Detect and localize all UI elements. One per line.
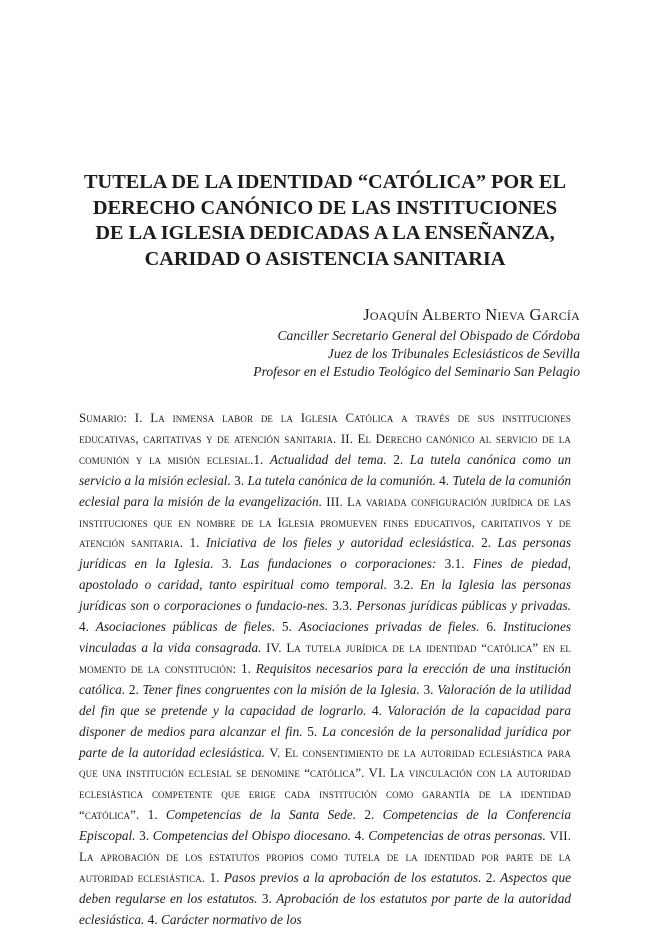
summary-segment: Tener fines congruentes con la misión de la Iglesia. — [142, 681, 420, 697]
summary-segment: Aspectos que deben regularse en los estatutos. — [79, 869, 571, 906]
author-block — [200, 305, 580, 381]
summary-segment: Competencias de la Santa Sede. — [165, 807, 357, 823]
summary-segment: VII. La aprobación de los estatutos propios como tutela de la identidad por parte de la autoridad eclesiástica. — [79, 829, 571, 885]
summary-segment: 3.2. — [387, 577, 421, 593]
summary-segment: 3. — [213, 556, 241, 572]
summary-segment: Requisitos necesarios para la erección de una institución católica. — [79, 660, 572, 697]
summary-segment: Sumario: I. La inmensa labor de la Iglesia Católica a través de sus instituciones educativas, caritativas y de atención sanitaria. II. El Derecho canónico al servicio de la comunión y la misión eclesial. — [79, 411, 571, 467]
summary-segment: 4. — [351, 828, 369, 844]
summary-segment: 5. — [302, 723, 322, 739]
summary-segment: La concesión de la personalidad jurídica por parte de la autoridad eclesiástica. — [79, 723, 572, 760]
summary-segment: Iniciativa de los fieles y autoridad eclesiástica. — [205, 535, 475, 551]
summary-segment: Las fundaciones o corporaciones: — [240, 556, 437, 572]
summary-segment: Personas jurídicas públicas y privadas. — [356, 598, 571, 614]
summary-segment: III. La variada configuración jurídica de las instituciones que en nombre de la Iglesia promueven fines educativos, caritativos y de atención sanitaria. — [79, 494, 571, 551]
summary-segment: Aprobación de los estatutos por parte de la autoridad eclesiástica. — [79, 890, 571, 927]
summary-segment: Valoración de la utilidad del fin que se pretende y la capacidad de lograrlo. — [79, 681, 571, 718]
summary-segment: 3. — [257, 890, 277, 906]
summary-segment: 5. — [275, 619, 299, 635]
summary-segment: Actualidad del tema. — [269, 451, 387, 467]
summary-segment: Pasos previos a la aprobación de los estatutos. — [223, 869, 482, 885]
summary-segment: 1. — [139, 807, 166, 823]
summary-segment: Competencias del Obispo diocesano. — [152, 828, 351, 844]
summary-segment: 2. — [125, 681, 143, 697]
summary-segment: IV. La tutela jurídica de la identidad “católica” en el momento de la constitución: — [79, 640, 572, 676]
title-line: CARIDAD O ASISTENCIA SANITARIA — [144, 247, 506, 270]
summary-segment: 3. — [135, 828, 153, 844]
summary-segment: V. El consentimiento de la autoridad eclesiástica para que una institución eclesial se denomine “católica”. VI. La vinculación con la autoridad eclesiástica competente que erige cada institución como garantía de la identidad “católica”. — [79, 745, 571, 823]
summary-segment: La tutela canónica como un servicio a la misión eclesial. — [79, 451, 572, 488]
summary-segment: Carácter normativo de los — [160, 911, 302, 927]
summary-segment: 4. — [366, 702, 388, 718]
author-affiliation: Canciller Secretario General del Obispado de Córdoba — [277, 328, 580, 343]
summary-segment: Instituciones vinculadas a la vida consagrada. — [79, 619, 572, 655]
title-line: DE LA IGLESIA DEDICADAS A LA ENSEÑANZA, — [95, 222, 555, 244]
summary-segment: Fines de piedad, apostolado o caridad, tanto espiritual como temporal. — [79, 556, 571, 593]
summary-segment: 1. — [253, 451, 270, 467]
author-name: Joaquín Alberto Nieva García — [363, 305, 580, 324]
summary-segment: Tutela de la comunión eclesial para la misión de la evangelización. — [79, 472, 572, 509]
summary-segment: 3.1. — [436, 556, 473, 572]
summary-segment: 4. — [79, 619, 96, 635]
summary-segment: La tutela canónica de la comunión. — [247, 472, 436, 488]
summary-segment: 3. — [230, 472, 248, 488]
summary-segment: Competencias de la Conferencia Episcopal. — [79, 807, 572, 844]
author-affiliation: Profesor en el Estudio Teológico del Seminario San Pelagio — [253, 364, 580, 379]
summary-segment: 1. — [205, 869, 224, 885]
summary-segment: 2. — [481, 869, 501, 885]
summary-segment: Asociaciones públicas de fieles. — [95, 619, 276, 635]
summary-segment: 4. — [435, 472, 453, 488]
summary-segment: 6. — [479, 619, 504, 635]
summary-segment: Competencias de otras personas. — [368, 828, 546, 844]
article-title — [60, 170, 590, 272]
summary-segment: En la Iglesia las personas jurídicas son o corporaciones o fundacio-nes. — [79, 577, 571, 614]
summary-segment: 3.3. — [328, 598, 357, 614]
summary-segment: 1. — [236, 660, 256, 676]
summary-paragraph — [79, 408, 571, 931]
summary-segment: 3. — [419, 681, 438, 697]
summary-segment: Valoración de la capacidad para disponer de medios para alcanzar el fin. — [79, 702, 572, 739]
summary-segment: Asociaciones privadas de fieles. — [298, 619, 480, 635]
summary-segment: 2. — [474, 535, 498, 551]
title-line: TUTELA DE LA IDENTIDAD “CATÓLICA” POR EL — [84, 171, 566, 193]
summary-segment: 2. — [386, 451, 410, 467]
summary-segment: Las personas jurídicas en la Iglesia. — [79, 535, 572, 572]
title-line: DERECHO CANÓNICO DE LAS INSTITUCIONES — [92, 196, 558, 219]
summary-segment: 1. — [183, 535, 206, 551]
author-affiliation: Juez de los Tribunales Eclesiásticos de Sevilla — [327, 346, 580, 361]
summary-segment: 4. — [144, 911, 161, 927]
summary-segment: 2. — [356, 807, 383, 823]
